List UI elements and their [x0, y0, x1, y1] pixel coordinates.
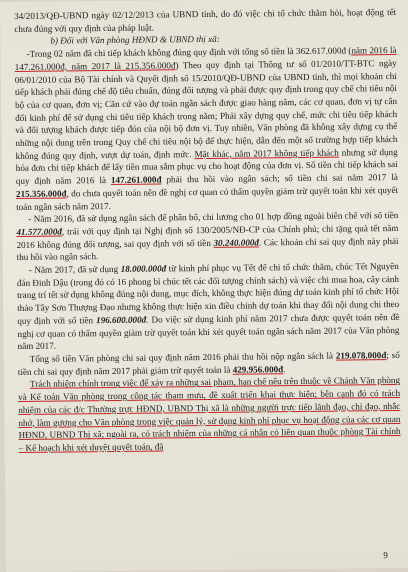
paragraph-3: -Trong 02 năm đã chi tiếp khách không đúng quy định với tổng số tiền là 362.617.000đ (năm 2016 là 147.261.000đ, năm 2017 là 215.356.000đ) Theo quy định tại Thông tư số 01/2010/TT-BTC ngày 06/01/2010 của Bộ Tài chính và Quyết định số 15/2010/QĐ-UBND của UBND tỉnh, thì mọi khoản chi tiếp khách phải đúng chế độ tiêu chuẩn, đúng đối tượng và phải được quy định trong quy chế chi tiêu nội bộ của cơ quan, đơn vị; Căn cứ vào dự toán ngân sách được giao hàng năm, các cơ quan, đơn vị tự cân đối kinh phí để sử dụng chi tiêu tiếp khách trong năm; Phải xây dựng quy chế, mức chi tiêu tiếp khách và đối tượng khách được tiếp đón của nội bộ đơn vị. Tuy nhiên, Văn phòng đã không xây dựng cụ thể những nội dung trên trong Quy chế chi tiêu nội bộ để thực hiện, dẫn đến một số trường hợp tiếp khách không đúng quy định, vượt dự toán, định mức. Mặt khác, năm 2017 không tiếp khách nhưng sử dụng hóa đơn chi tiếp khách để lấy tiền mua sắm phục vụ cho hoạt động của đơn vị. Số tiền chi tiếp khách sai quy định năm 2016 là 147.261.000đ phải thu hồi vào ngân sách; số tiền chi sai năm 2017 là 215.356.000đ, do chưa quyết toán nên đề nghị cơ quan có thẩm quyền giảm trừ quyết toán khi xét quyết toán ngân sách năm 2017.: [14, 45, 399, 212]
section-heading-b: b) Đối với Văn phòng HĐND & UBND thị xã:: [50, 34, 220, 47]
highlight-amount-2016: 147.261.000đ: [110, 174, 162, 186]
highlight-amount-2017: 215.356.000đ: [15, 188, 67, 199]
paragraph-6: Tổng số tiền Văn phòng chi sai quy định năm 2016 phải thu hồi nộp ngân sách là 219.078.000đ; số tiền chi sai quy định năm 2017 phải giảm trừ quyết toán là 429.956.000đ.: [17, 349, 400, 377]
highlight-total-2017: 429.956.000đ: [232, 363, 284, 375]
highlight-amount-gifts: 30.240.000đ: [213, 237, 259, 248]
highlight-amount-range: năm 2016 là 147.261.000đ, năm 2017 là 215.356.000đ: [14, 45, 397, 72]
paragraph-1: 34/2013/QĐ-UBND ngày 02/12/2013 của UBND tỉnh, do đó việc chi tổ chức thăm hỏi, hoạt động tết chưa đúng với quy định của pháp luật.: [14, 6, 397, 34]
highlight-2017-no-reception: Mặt khác, năm 2017 không tiếp khách: [194, 147, 339, 159]
highlight-total-2016: 219.078.000đ: [335, 350, 387, 361]
paragraph-7: [18, 374, 401, 454]
page-number: 9: [383, 550, 388, 561]
paragraph-5: - Năm 2017, đã sử dụng 18.000.000đ từ kinh phí phục vụ Tết để chi tổ chức thăm, chúc Tết Nguyên đán Đinh Dậu (trong đó có 16 phong bì chúc tết các đối tượng chính sách) và việc chi mua hoa, cây cảnh trang trí tết sử dụng không đúng nội dung, mục đích, không thực hiện đúng dự toán kinh phí tổ chức Hội thảo Tây Sơn Thượng Đạo nhưng không thực hiện xin điều chỉnh dự toán khi thay đổi nội dung chi theo quy định với số tiền 196.600.000đ. Do việc sử dụng kinh phí năm 2017 chưa được quyết toán nên đề nghị cơ quan có thẩm quyền giảm trừ quyết toán khi xét quyết toán ngân sách năm 2017 của Văn phòng năm 2017.: [16, 261, 400, 352]
amount-workshop: 196.600.000đ: [96, 314, 147, 326]
responsibility-text: Trách nhiệm chính trong việc để xảy ra những sai phạm, hạn chế nêu trên thuộc về Chánh Văn phòng và Kế toán Văn phòng trong công tác tham mưu, đề xuất triển khai thực hiện; bên cạnh đó có trách nhiệm của các đ/c Thường trực HĐND, UBND Thị xã là những người trực tiếp lãnh đạo, chỉ đạo, nhắc nhở, làm gương cho Văn phòng trong việc quản lý, sử dụng kinh phí phục vụ hoạt động của các cơ quan HĐND, UBND Thị xã; ngoài ra, có trách nhiệm của những cá nhân có liên quan thuộc phòng Tài chính – Kế hoạch khi xét duyệt quyết toán, đã: [18, 375, 401, 453]
amount-tet: 18.000.000đ: [120, 263, 167, 274]
highlight-amount-contract: 41.577.000đ: [16, 226, 62, 237]
paragraph-4: - Năm 2016, đã sử dụng ngân sách để phân bổ, chi lương cho 01 hợp đồng ngoài biên chế với số tiền 41.577.000đ, trái với quy định tại Nghị định số 130/2005/NĐ-CP của Chính phủ; chi tặng quà tết năm 2016 không đúng đối tượng, sai quy định với số tiền 30.240.000đ. Các khoản chi sai quy định này phải thu hồi vào ngân sách.: [16, 210, 399, 263]
